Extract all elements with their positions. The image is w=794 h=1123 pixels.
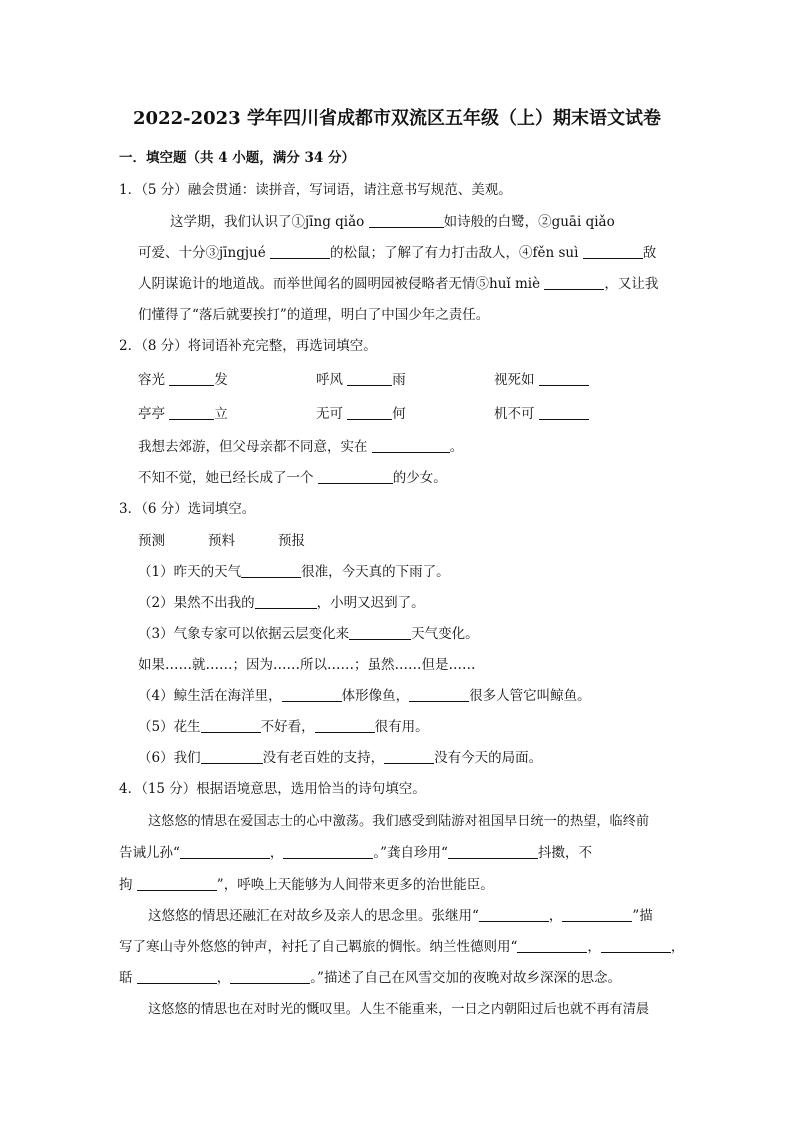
answer-blank[interactable] [601, 938, 671, 953]
q4-para-3-line-1: 这悠悠的情思也在对时光的慨叹里。人生不能重来，一日之内朝阳过后也就不再有清晨 [148, 1002, 650, 1017]
answer-blank[interactable] [479, 907, 549, 922]
q1-line-3 [138, 272, 658, 292]
q1-line-3-text-a: 人阴谋诡计的地道战。而举世闻名的圆明园被侵略者无情⑤huǐ miè [138, 276, 541, 292]
q1-line-1-text-a: 这学期，我们认识了①jīng qiǎo [170, 214, 365, 230]
answer-blank[interactable] [169, 371, 214, 386]
q3-item-1: （1）昨天的天气 很准，今天真的下雨了。 [138, 564, 450, 580]
q3-conjunctions: 如果……就……；因为……所以……；虽然……但是…… [138, 657, 476, 673]
q3-item-3: （3）气象专家可以依据云层变化来 天气变化。 [138, 626, 479, 642]
answer-blank[interactable] [539, 371, 589, 386]
answer-blank[interactable] [180, 844, 270, 859]
q4-para-2-line-1: 这悠悠的情思还融汇在对故乡及亲人的思念里。张继用“ ， ”描 [148, 908, 653, 924]
answer-blank[interactable] [544, 275, 604, 290]
q1-line-1 [170, 210, 615, 230]
idiom-item: 呼风 雨 [316, 372, 406, 388]
answer-blank[interactable] [562, 907, 632, 922]
answer-blank[interactable] [384, 749, 434, 764]
answer-blank[interactable] [318, 469, 393, 484]
q4-para-1-line-1: 这悠悠的情思在爱国志士的心中激荡。我们感受到陆游对祖国早日统一的热望，临终前 [148, 814, 650, 829]
q2-sentence-1: 我想去郊游，但父母亲都不同意，实在 。 [138, 439, 464, 455]
q3-item-6: （6）我们 没有老百姓的支持， 没有今天的局面。 [138, 750, 543, 766]
idiom-item: 机不可 [494, 402, 589, 422]
section-heading: 一．填空题（共 4 小题，满分 34 分） [119, 150, 355, 166]
answer-blank[interactable] [230, 969, 310, 984]
answer-blank[interactable] [169, 405, 214, 420]
q1-line-2-text-b: 的松鼠；了解了有力打击敌人，④fěn suì [330, 245, 579, 261]
answer-blank[interactable] [409, 687, 469, 702]
idiom-item: 容光 发 [138, 372, 228, 388]
q1-line-2-text-c: 敌 [642, 245, 657, 261]
q1-stem: 1．（5 分）融会贯通：读拼音，写词语，请注意书写规范、美观。 [119, 182, 512, 198]
answer-blank[interactable] [255, 594, 317, 609]
idiom-item: 亭亭 立 [138, 406, 228, 422]
q1-line-1-text-b: 如诗般的白鹭，②guāi qiǎo [443, 214, 615, 230]
word-option: 预料 [208, 533, 235, 549]
answer-blank[interactable] [347, 405, 392, 420]
q1-line-2-text-a: 可爱、十分③jīngjué [138, 245, 266, 261]
q2-row-2 [138, 402, 589, 422]
q3-stem: 3．（6 分）选词填空。 [119, 501, 256, 517]
answer-blank[interactable] [583, 244, 643, 259]
answer-blank[interactable] [137, 876, 217, 891]
word-option: 预报 [278, 533, 305, 549]
answer-blank[interactable] [137, 969, 217, 984]
q1-line-3-text-b: ，又让我 [604, 276, 659, 292]
answer-blank[interactable] [270, 244, 330, 259]
q3-item-2: （2）果然不出我的 ，小明又迟到了。 [138, 595, 425, 611]
answer-blank[interactable] [372, 438, 450, 453]
page-title: 2022-2023 学年四川省成都市双流区五年级（上）期末语文试卷 [133, 108, 661, 129]
q4-para-2-line-3: 聒 ， 。”描述了自己在风雪交加的夜晚对故乡深深的思念。 [119, 970, 621, 986]
q3-item-4: （4）鲸生活在海洋里， 体形像鱼， 很多人管它叫鲸鱼。 [138, 688, 591, 704]
answer-blank[interactable] [349, 625, 411, 640]
q4-para-1-line-2: 告诫儿孙“ ， 。”龚自珍用“ 抖擞，不 [119, 845, 592, 861]
q2-sentence-2: 不知不觉，她已经长成了一个 的少女。 [138, 470, 447, 486]
answer-blank[interactable] [369, 213, 444, 228]
answer-blank[interactable] [539, 405, 589, 420]
answer-blank[interactable] [315, 718, 375, 733]
q2-stem: 2．（8 分）将词语补充完整，再选词填空。 [119, 338, 377, 354]
answer-blank[interactable] [201, 718, 261, 733]
idiom-item: 视死如 [494, 368, 589, 388]
q1-line-2 [138, 241, 656, 261]
answer-blank[interactable] [517, 938, 587, 953]
answer-blank[interactable] [448, 844, 538, 859]
answer-blank[interactable] [201, 749, 263, 764]
q1-line-4: 们懂得了“落后就要挨打”的道理，明白了中国少年之责任。 [138, 307, 490, 323]
idiom-item: 无可 何 [316, 406, 406, 422]
answer-blank[interactable] [347, 371, 392, 386]
answer-blank[interactable] [241, 563, 301, 578]
q3-options [138, 529, 305, 549]
q4-para-1-line-3: 拘 ”，呼唤上天能够为人间带来更多的治世能臣。 [119, 877, 494, 893]
q4-stem: 4．（15 分）根据语境意思，选用恰当的诗句填空。 [119, 781, 426, 797]
q2-row-1 [138, 368, 589, 388]
answer-blank[interactable] [283, 844, 373, 859]
q3-item-5: （5）花生 不好看， 很有用。 [138, 719, 429, 735]
q4-para-2-line-2: 写了寒山寺外悠悠的钟声，衬托了自己羁旅的惆怅。纳兰性德则用“ ， ， [119, 939, 685, 955]
word-option: 预测 [138, 533, 165, 549]
answer-blank[interactable] [282, 687, 342, 702]
